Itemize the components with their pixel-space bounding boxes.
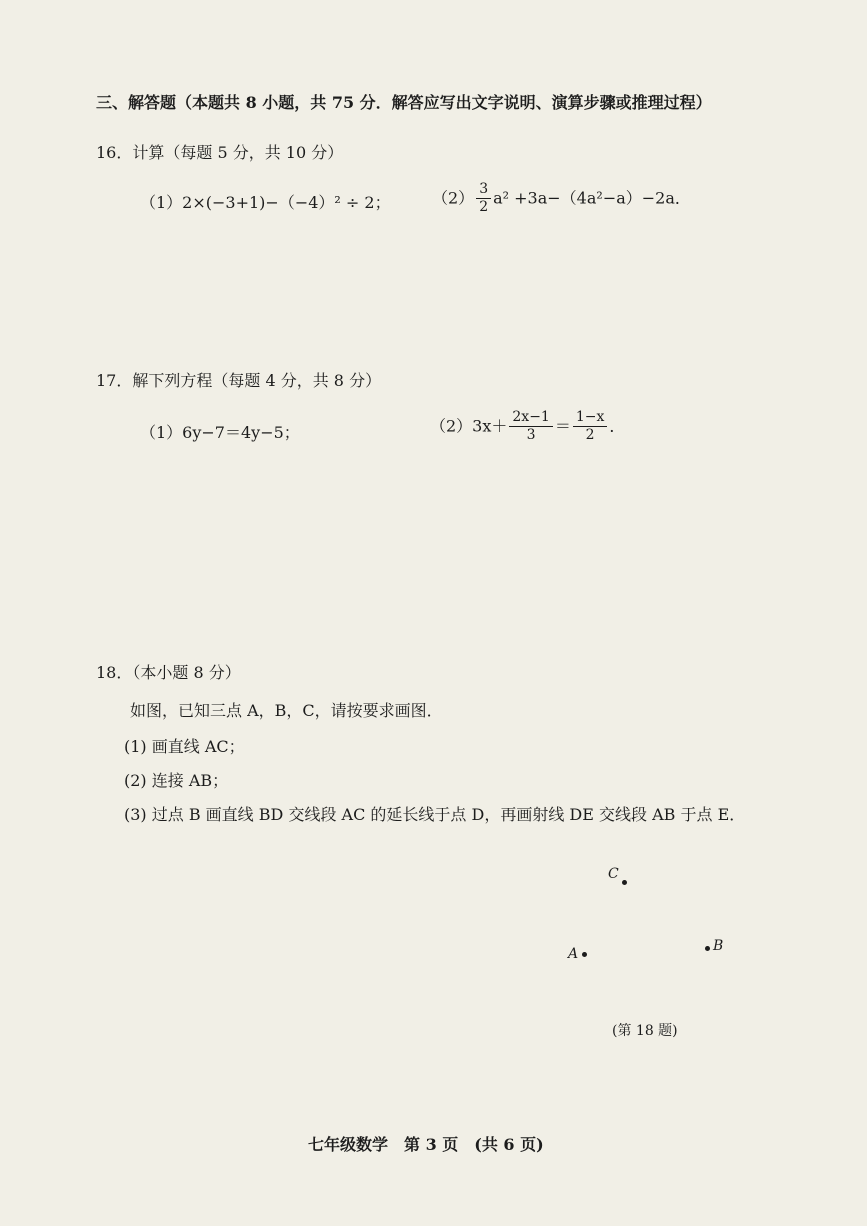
q16-fraction (476, 182, 491, 216)
q17-fraction-2 (573, 410, 608, 444)
q17-frac2-num: 1−x (573, 410, 608, 427)
q17-part2-label: （2）3x＋ (430, 416, 508, 436)
q16-part2 (432, 182, 691, 216)
point-c (622, 880, 627, 885)
q18-step1: (1) 画直线 AC； (124, 737, 245, 756)
q17-end: ． (609, 416, 626, 436)
point-a-label: A (568, 946, 579, 962)
q17-frac1-den: 3 (526, 427, 536, 444)
q17-part1: （1）6y−7＝4y−5； (140, 423, 300, 442)
page-footer: 七年级数学 第 3 页 (共 6 页) (308, 1135, 544, 1154)
q16-part2-label: （2） (432, 188, 475, 208)
q17-equals: ＝ (554, 416, 571, 436)
q16-part1: （1）2×(−3+1)−（−4）² ÷ 2； (140, 193, 391, 212)
q17-frac1-num: 2x−1 (509, 410, 552, 427)
figure-caption: (第 18 题) (612, 1023, 678, 1039)
q16-part2-rest: a² +3a−（4a²−a）−2a． (493, 188, 691, 208)
q18-title: 18．（本小题 8 分） (96, 663, 241, 682)
q18-step3: (3) 过点 B 画直线 BD 交线段 AC 的延长线于点 D，再画射线 DE 交线段 AB 于点 E． (124, 805, 746, 824)
point-a (582, 952, 587, 957)
q18-step2: (2) 连接 AB； (124, 771, 229, 790)
q16-title: 16．计算（每题 5 分，共 10 分） (96, 143, 344, 162)
point-c-label: C (608, 866, 619, 882)
q18-intro: 如图，已知三点 A，B，C，请按要求画图． (130, 701, 443, 720)
section-header: 三、解答题（本题共 8 小题，共 75 分．解答应写出文字说明、演算步骤或推理过程） (96, 93, 712, 112)
point-b (705, 946, 710, 951)
q17-frac2-den: 2 (585, 427, 595, 444)
point-b-label: B (713, 938, 724, 954)
q16-frac-den: 2 (479, 199, 489, 216)
q17-fraction-1 (509, 410, 552, 444)
q16-frac-num: 3 (476, 182, 491, 199)
q17-part2 (430, 410, 625, 444)
q17-title: 17．解下列方程（每题 4 分，共 8 分） (96, 371, 382, 390)
